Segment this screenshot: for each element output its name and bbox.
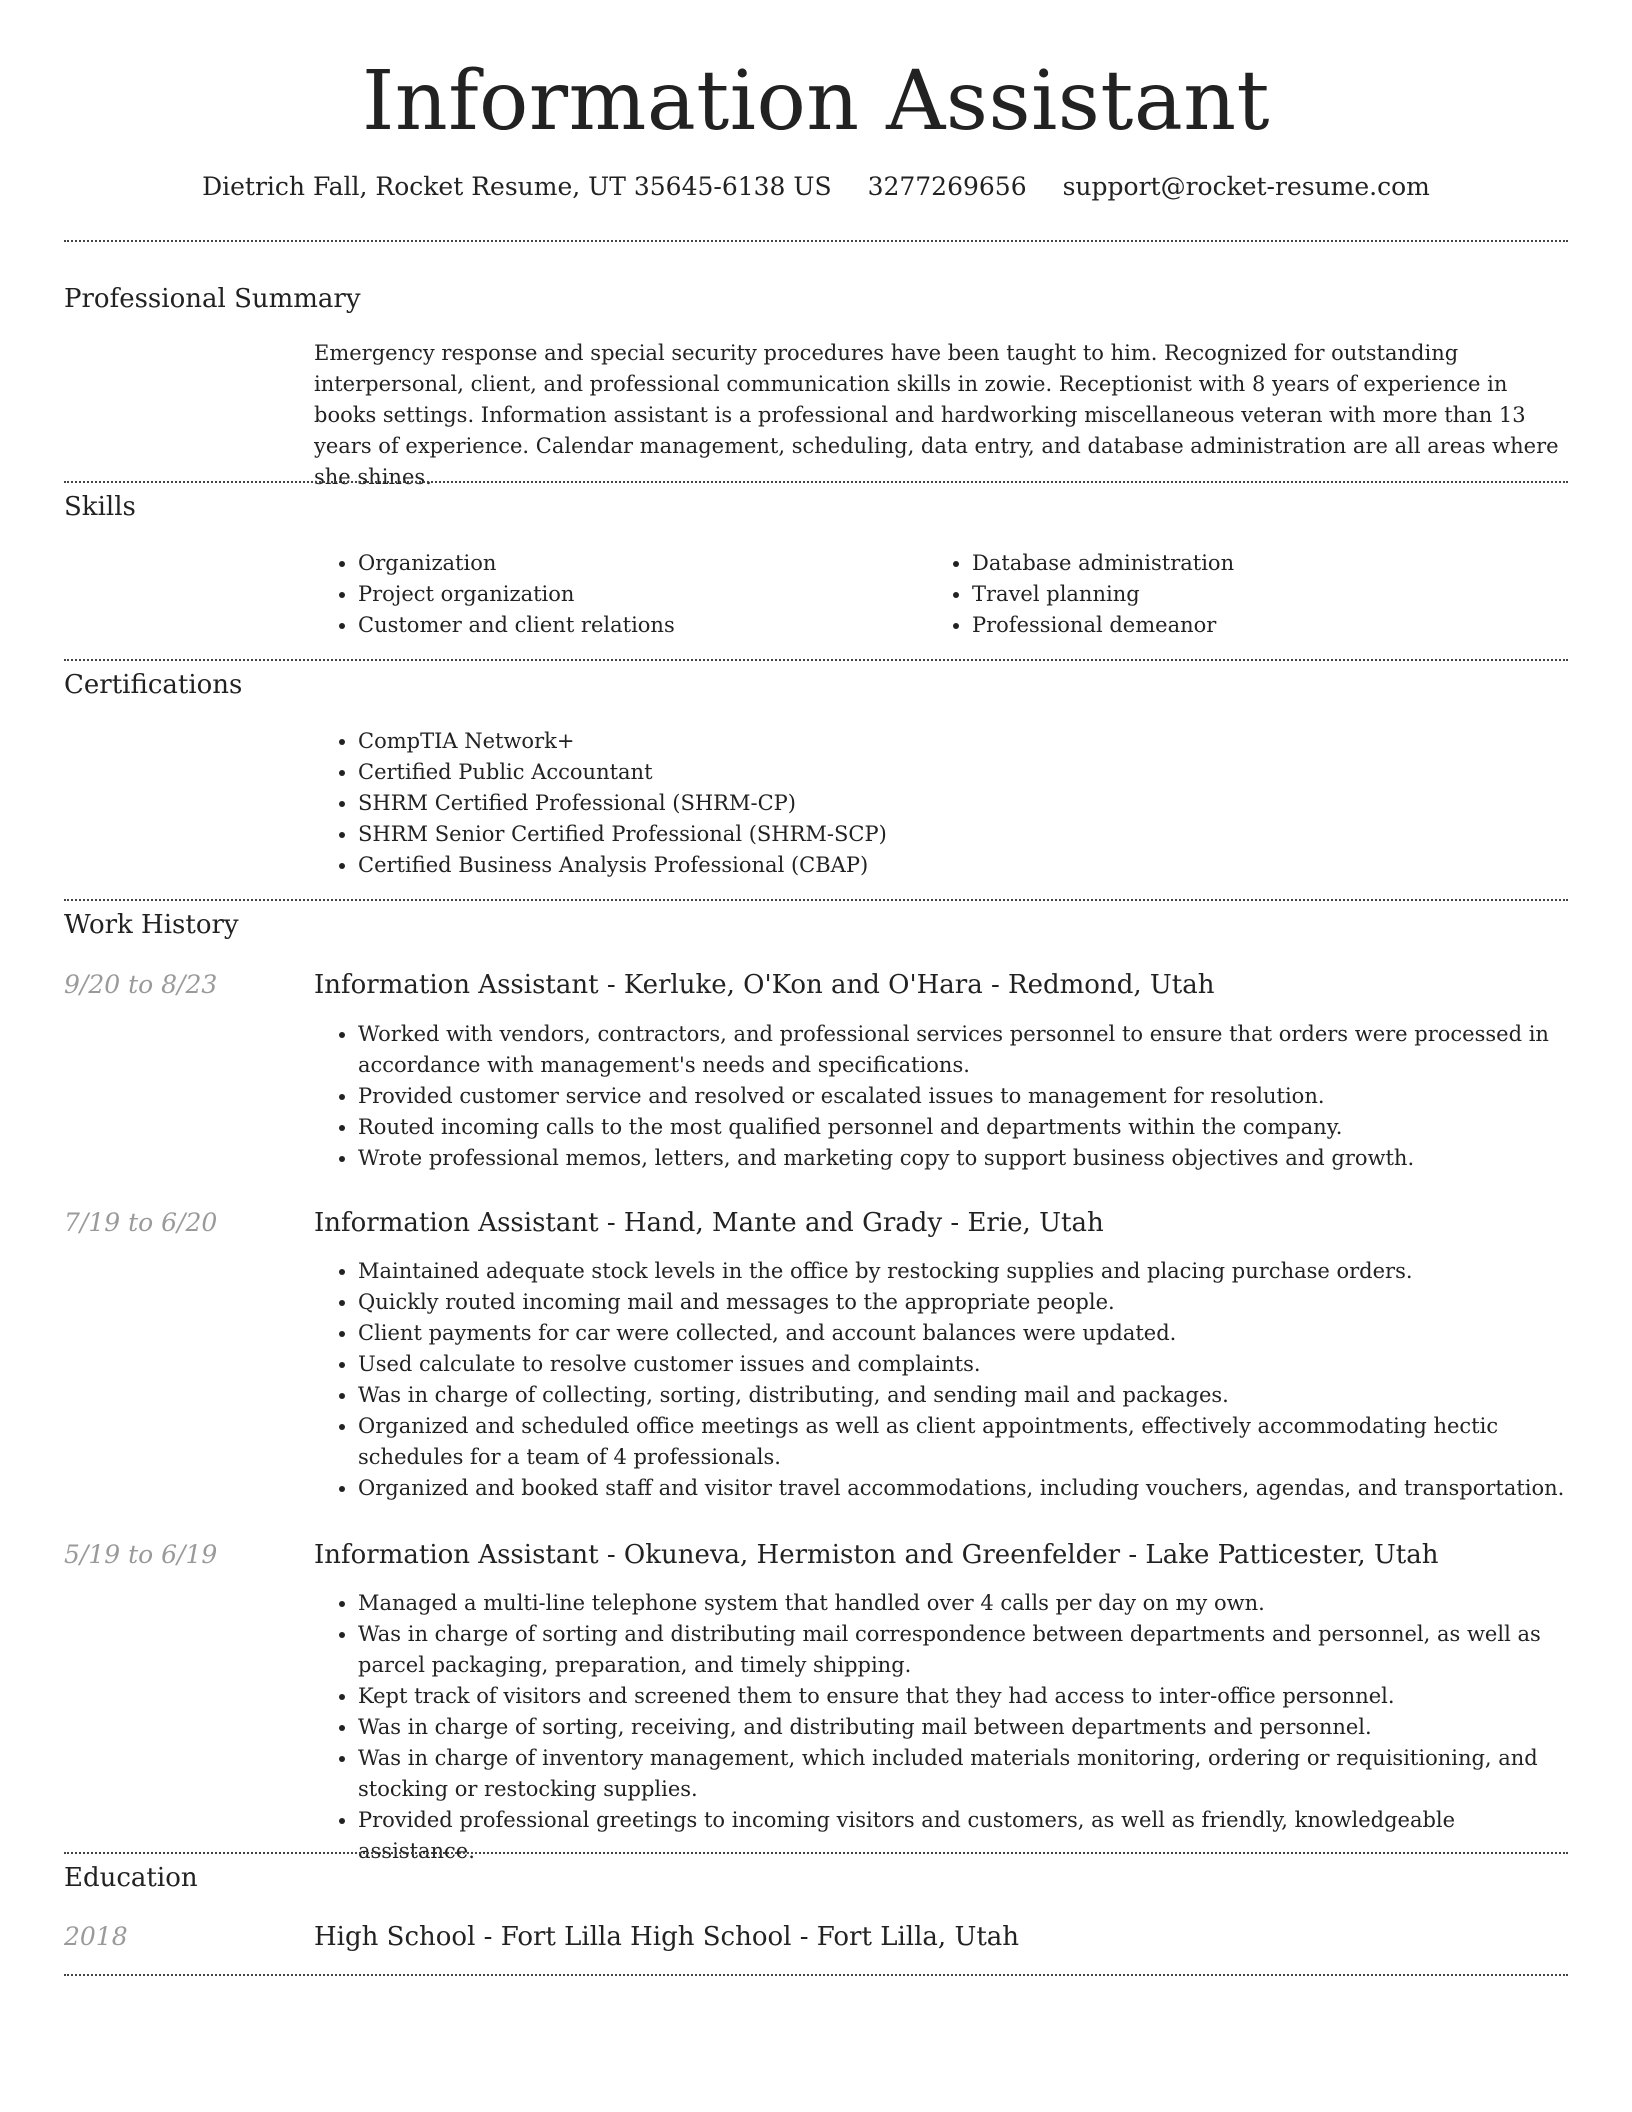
skill-item: • Professional demeanor bbox=[972, 610, 1572, 641]
job-bullets bbox=[314, 1256, 1568, 1504]
section-divider bbox=[64, 1974, 1568, 1976]
certification-item: • Certified Business Analysis Professional (CBAP) bbox=[358, 850, 1568, 881]
summary-heading: Professional Summary bbox=[64, 284, 361, 314]
contact-line bbox=[0, 170, 1632, 204]
education-title: High School - Fort Lilla High School - Fort Lilla, Utah bbox=[314, 1922, 1020, 1952]
job-bullet: • Provided professional greetings to incoming visitors and customers, as well as friendly, knowledgeable assistance. bbox=[358, 1805, 1568, 1867]
resume-name: Information Assistant bbox=[362, 54, 1270, 149]
certification-item: • CompTIA Network+ bbox=[358, 726, 1568, 757]
skill-item: • Travel planning bbox=[972, 579, 1572, 610]
job-dates: 5/19 to 6/19 bbox=[64, 1540, 218, 1569]
job-bullet: • Was in charge of collecting, sorting, distributing, and sending mail and packages. bbox=[358, 1380, 1568, 1411]
summary-text: Emergency response and special security procedures have been taught to him. Recognized for outstanding interpersonal, client, and professional communication skills in zowie. Receptionist with 8 years of experience in books settings. Information assistant is a professional and hardworking miscellaneous veteran with more than 13 years of experience. Calendar management, scheduling, data entry, and database administration are all areas where she shines. bbox=[314, 341, 1559, 489]
job-bullet: • Was in charge of sorting and distributing mail correspondence between departments and personnel, as well as parcel packaging, preparation, and timely shipping. bbox=[358, 1619, 1568, 1681]
contact-address: Dietrich Fall, Rocket Resume, UT 35645-6138 US bbox=[202, 172, 832, 201]
job-dates: 9/20 to 8/23 bbox=[64, 970, 218, 999]
section-divider bbox=[64, 1852, 1568, 1854]
job-dates: 7/19 to 6/20 bbox=[64, 1208, 218, 1237]
certifications-heading: Certifications bbox=[64, 670, 243, 700]
education-date: 2018 bbox=[64, 1922, 128, 1951]
certifications-list bbox=[314, 726, 1568, 881]
work-heading: Work History bbox=[64, 910, 239, 940]
section-divider bbox=[64, 481, 1568, 483]
skills-heading: Skills bbox=[64, 492, 136, 522]
job-bullet: • Used calculate to resolve customer issues and complaints. bbox=[358, 1349, 1568, 1380]
skill-item: • Organization bbox=[358, 548, 918, 579]
job-bullets bbox=[314, 1588, 1568, 1867]
contact-email: support@rocket-resume.com bbox=[1062, 172, 1430, 201]
job-title: Information Assistant - Kerluke, O'Kon and O'Hara - Redmond, Utah bbox=[314, 970, 1215, 1000]
certification-item: • Certified Public Accountant bbox=[358, 757, 1568, 788]
job-bullet: • Kept track of visitors and screened them to ensure that they had access to inter-office personnel. bbox=[358, 1681, 1568, 1712]
job-title: Information Assistant - Okuneva, Hermiston and Greenfelder - Lake Patticester, Utah bbox=[314, 1540, 1439, 1570]
skill-item: • Customer and client relations bbox=[358, 610, 918, 641]
skill-item: • Project organization bbox=[358, 579, 918, 610]
job-bullet: • Routed incoming calls to the most qualified personnel and departments within the company. bbox=[358, 1112, 1568, 1143]
skills-list-left bbox=[314, 548, 918, 641]
job-title: Information Assistant - Hand, Mante and Grady - Erie, Utah bbox=[314, 1208, 1104, 1238]
job-bullet: • Managed a multi-line telephone system that handled over 4 calls per day on my own. bbox=[358, 1588, 1568, 1619]
job-bullet: • Wrote professional memos, letters, and marketing copy to support business objectives and growth. bbox=[358, 1143, 1568, 1174]
section-divider bbox=[64, 659, 1568, 661]
certification-item: • SHRM Certified Professional (SHRM-CP) bbox=[358, 788, 1568, 819]
job-bullet: • Client payments for car were collected, and account balances were updated. bbox=[358, 1318, 1568, 1349]
job-bullet: • Quickly routed incoming mail and messages to the appropriate people. bbox=[358, 1287, 1568, 1318]
job-bullet: • Provided customer service and resolved or escalated issues to management for resolution. bbox=[358, 1081, 1568, 1112]
job-bullets bbox=[314, 1019, 1568, 1174]
job-bullet: • Organized and scheduled office meetings as well as client appointments, effectively accommodating hectic schedules for a team of 4 professionals. bbox=[358, 1411, 1568, 1473]
section-divider bbox=[64, 899, 1568, 901]
job-bullet: • Was in charge of inventory management, which included materials monitoring, ordering or requisitioning, and stocking or restocking supplies. bbox=[358, 1743, 1568, 1805]
job-bullet: • Maintained adequate stock levels in the office by restocking supplies and placing purchase orders. bbox=[358, 1256, 1568, 1287]
job-bullet: • Organized and booked staff and visitor travel accommodations, including vouchers, agendas, and transportation. bbox=[358, 1473, 1568, 1504]
section-divider bbox=[64, 240, 1568, 242]
skills-list-right bbox=[928, 548, 1572, 641]
certification-item: • SHRM Senior Certified Professional (SHRM-SCP) bbox=[358, 819, 1568, 850]
job-bullet: • Was in charge of sorting, receiving, and distributing mail between departments and personnel. bbox=[358, 1712, 1568, 1743]
job-bullet: • Worked with vendors, contractors, and professional services personnel to ensure that orders were processed in accordance with management's needs and specifications. bbox=[358, 1019, 1568, 1081]
skill-item: • Database administration bbox=[972, 548, 1572, 579]
education-heading: Education bbox=[64, 1863, 198, 1893]
contact-phone: 3277269656 bbox=[867, 172, 1027, 201]
